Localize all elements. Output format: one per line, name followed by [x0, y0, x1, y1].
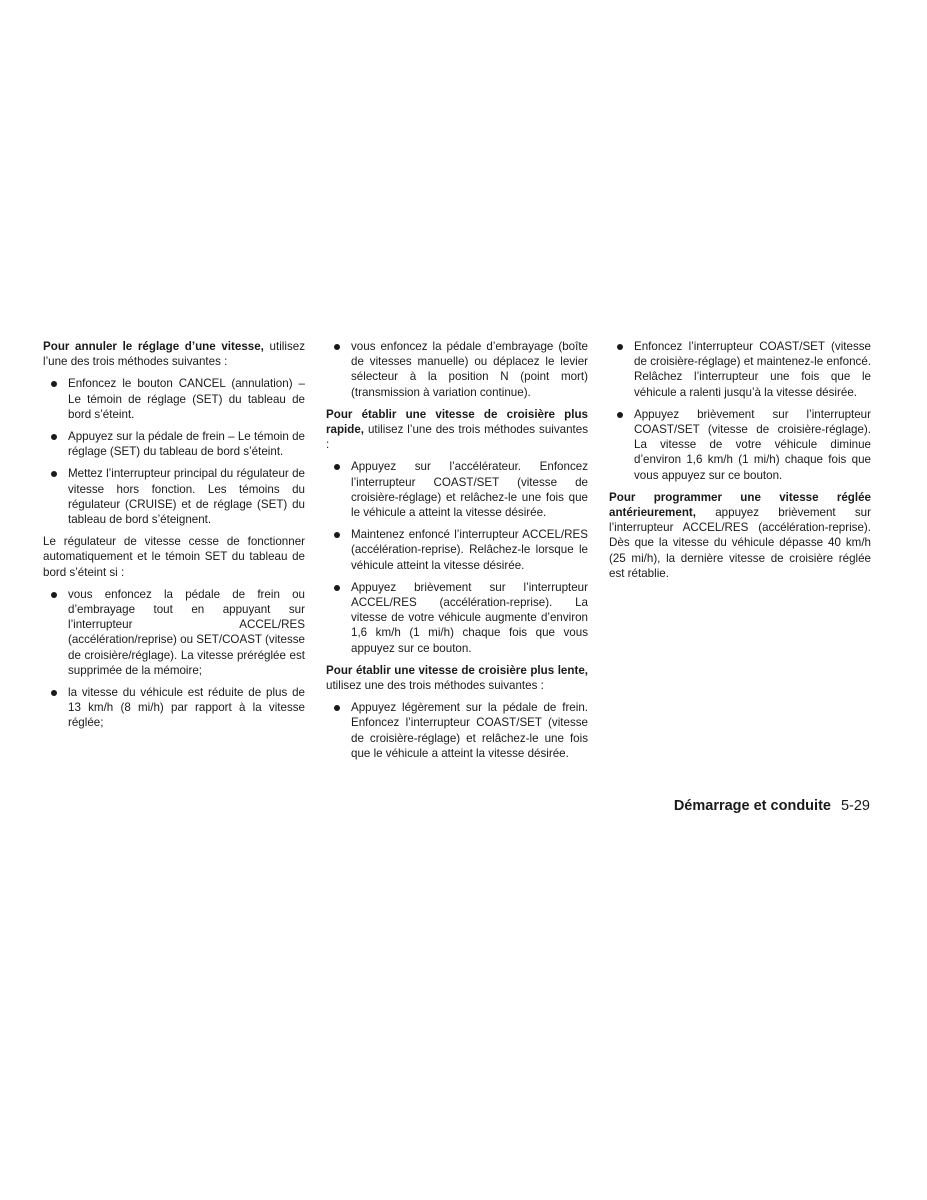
auto-cancel-list-continued: [326, 339, 588, 400]
list-item: Appuyez brièvement sur l’interrupteur ACCEL/RES (accélération-reprise). La vitesse de votre véhicule augmente d’environ 1,6 km/h (1 mi/h) chaque fois que vous appuyez sur ce bouton.: [326, 580, 588, 656]
column-1: [43, 339, 305, 738]
list-item: Appuyez sur l’accélérateur. Enfoncez l’interrupteur COAST/SET (vitesse de croisière-réglage) et relâchez-le une fois que le véhicule a atteint la vitesse désirée.: [326, 459, 588, 520]
slower-speed-intro-text: utilisez une des trois méthodes suivantes :: [326, 679, 544, 693]
auto-cancel-paragraph: Le régulateur de vitesse cesse de fonctionner automatiquement et le témoin SET du tableau de bord s’éteint si :: [43, 535, 305, 579]
list-item: la vitesse du véhicule est réduite de plus de 13 km/h (8 mi/h) par rapport à la vitesse réglée;: [43, 685, 305, 731]
slower-speed-heading: Pour établir une vitesse de croisière plus lente,: [326, 663, 588, 677]
auto-cancel-list: [43, 587, 305, 731]
bullet-icon: [617, 344, 623, 350]
column-2: [326, 339, 588, 768]
bullet-icon: [334, 464, 340, 470]
bullet-icon: [334, 344, 340, 350]
list-item: Mettez l’interrupteur principal du régulateur de vitesse hors fonction. Les témoins du régulateur (CRUISE) et de réglage (SET) du tableau de bord s’éteignent.: [43, 466, 305, 527]
bullet-icon: [51, 381, 57, 387]
bullet-icon: [51, 690, 57, 696]
faster-speed-heading: Pour établir une vitesse de croisière plus rapide,: [326, 407, 588, 437]
slower-speed-intro: [326, 663, 588, 693]
list-item: Appuyez sur la pédale de frein – Le témoin de réglage (SET) du tableau de bord s’éteint.: [43, 429, 305, 459]
column-3: [609, 339, 871, 588]
list-item: vous enfoncez la pédale de frein ou d’embrayage tout en appuyant sur l’interrupteur ACCEL/RES (accélération/reprise) ou SET/COAST (vitesse de croisière/réglage). La vitesse préréglée est supprimée de la mémoire;: [43, 587, 305, 678]
cancel-speed-intro-text: utilisez l’une des trois méthodes suivantes :: [43, 340, 305, 369]
bullet-icon: [617, 412, 623, 418]
list-item: Appuyez brièvement sur l’interrupteur COAST/SET (vitesse de croisière-réglage). La vitesse de votre véhicule diminue d’environ 1,6 km/h (1 mi/h) chaque fois que vous appuyez sur ce bouton.: [609, 407, 871, 483]
list-item: Appuyez légèrement sur la pédale de frein. Enfoncez l’interrupteur COAST/SET (vitesse de croisière-réglage) et relâchez-le une fois que le véhicule a atteint la vitesse désirée.: [326, 700, 588, 761]
bullet-icon: [51, 471, 57, 477]
faster-speed-intro-text: utilisez l’une des trois méthodes suivantes :: [326, 423, 588, 452]
list-item: vous enfoncez la pédale d’embrayage (boîte de vitesses manuelle) ou déplacez le levier sélecteur à la position N (point mort) (transmission à variation continue).: [326, 339, 588, 400]
resume-speed-paragraph: [609, 490, 871, 581]
section-title: Démarrage et conduite: [673, 798, 831, 814]
slower-methods-list-continued: [609, 339, 871, 483]
page-number: 5-29: [840, 798, 870, 814]
bullet-icon: [334, 585, 340, 591]
cancel-methods-list: [43, 376, 305, 527]
page-footer: [600, 797, 870, 815]
bullet-icon: [51, 434, 57, 440]
cancel-speed-intro: [43, 339, 305, 369]
slower-methods-list: [326, 700, 588, 761]
resume-speed-text: appuyez brièvement sur l’interrupteur ACCEL/RES (accélération-reprise). Dès que la vitesse du véhicule dépasse 40 km/h (25 mi/h), la dernière vitesse de croisière réglée est rétablie.: [609, 506, 871, 580]
bullet-icon: [334, 705, 340, 711]
list-item: Maintenez enfoncé l’interrupteur ACCEL/RES (accélération-reprise). Relâchez-le lorsque le véhicule atteint la vitesse désirée.: [326, 527, 588, 573]
list-item: Enfoncez le bouton CANCEL (annulation) – Le témoin de réglage (SET) du tableau de bord s’éteint.: [43, 376, 305, 422]
list-item: Enfoncez l’interrupteur COAST/SET (vitesse de croisière-réglage) et maintenez-le enfoncé. Relâchez l’interrupteur une fois que le véhicule a ralenti jusqu’à la vitesse désirée.: [609, 339, 871, 400]
resume-speed-heading: Pour programmer une vitesse réglée antérieurement,: [609, 490, 871, 520]
bullet-icon: [51, 592, 57, 598]
faster-methods-list: [326, 459, 588, 655]
faster-speed-intro: [326, 407, 588, 453]
bullet-icon: [334, 532, 340, 538]
cancel-speed-heading: Pour annuler le réglage d’une vitesse,: [43, 340, 264, 353]
